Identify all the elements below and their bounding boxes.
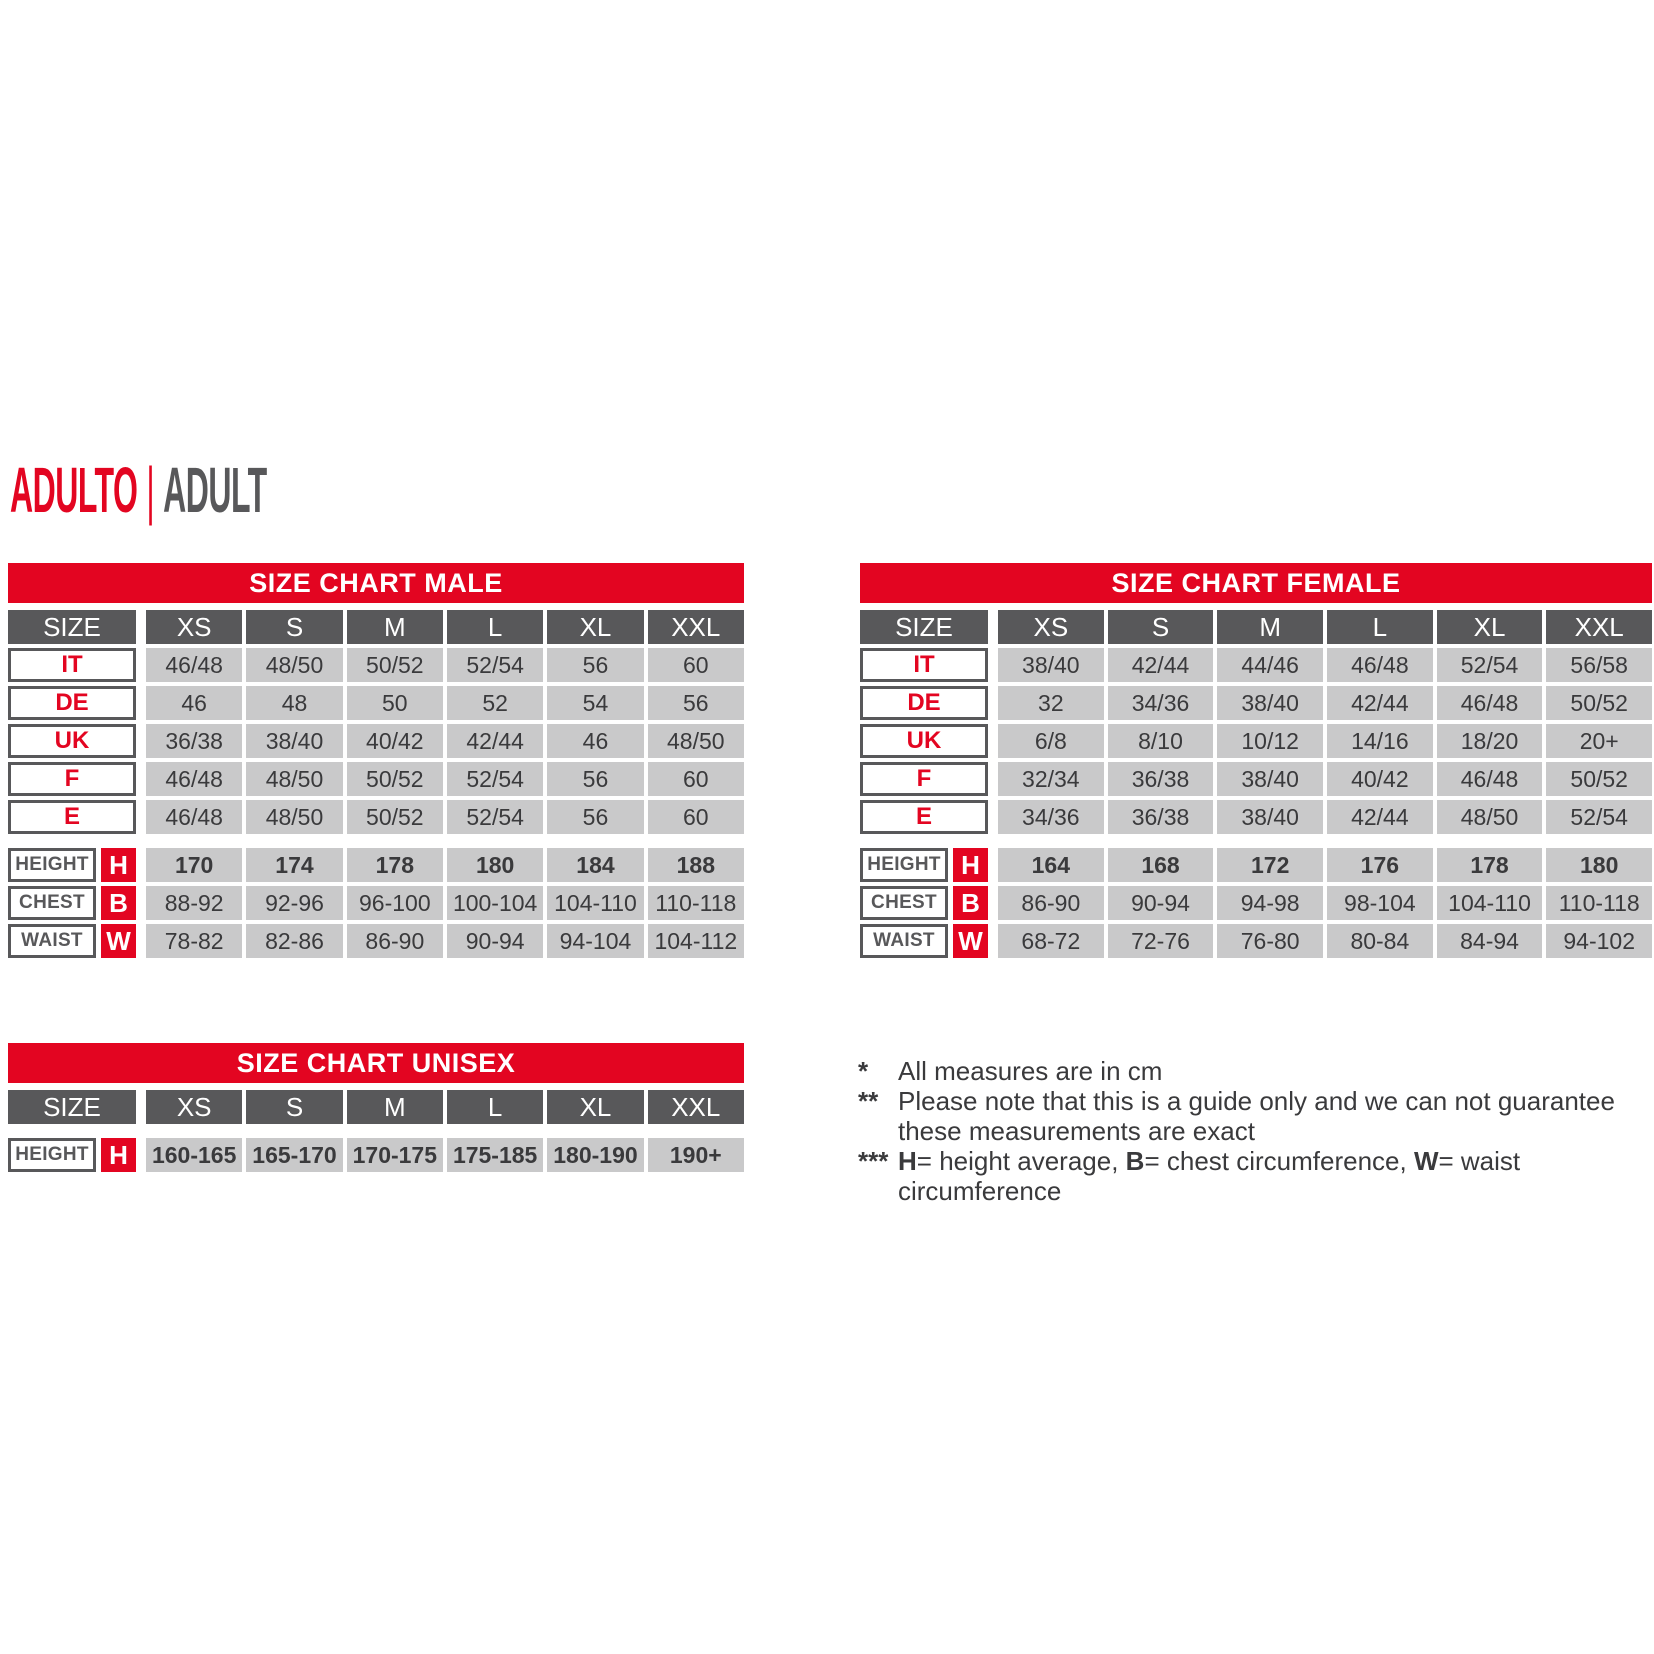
female-size-cell: 8/10: [1108, 724, 1214, 758]
female-measure-cell: 104-110: [1437, 886, 1543, 920]
male-size-cell: 52/54: [447, 762, 543, 796]
female-row-it: [860, 648, 1652, 682]
unisex-column-header-s: S: [246, 1090, 342, 1124]
female-column-header-xs: XS: [998, 610, 1104, 644]
unisex-height-label-group: [8, 1138, 136, 1172]
female-size-cell: 42/44: [1108, 648, 1214, 682]
female-column-header-xl: XL: [1437, 610, 1543, 644]
unisex-measure-cell: 175-185: [447, 1138, 543, 1172]
male-size-cell: 60: [648, 762, 744, 796]
male-region-label-de: DE: [8, 686, 136, 720]
male-measure-cell: 100-104: [447, 886, 543, 920]
female-header-row: [860, 610, 1652, 644]
female-measure-cell: 178: [1437, 848, 1543, 882]
footnote-text-3: H= height average, B= chest circumference, W= waist circumference: [898, 1146, 1521, 1206]
male-measure-cell: 78-82: [146, 924, 242, 958]
female-size-cell: 32/34: [998, 762, 1104, 796]
female-size-cell: 42/44: [1327, 800, 1433, 834]
male-table-title: SIZE CHART MALE: [249, 567, 503, 598]
male-row-waist: [8, 924, 744, 958]
female-size-cell: 42/44: [1327, 686, 1433, 720]
male-height-label: HEIGHT: [8, 848, 96, 882]
male-table-rows: [8, 610, 744, 958]
female-measure-cell: 94-102: [1546, 924, 1652, 958]
male-table-title-bar: [8, 563, 744, 603]
male-size-cell: 50/52: [347, 762, 443, 796]
footnote-marker-2: **: [858, 1086, 879, 1116]
male-row-uk: [8, 724, 744, 758]
unisex-table-title: SIZE CHART UNISEX: [236, 1047, 516, 1078]
male-size-cell: 38/40: [246, 724, 342, 758]
female-row-chest: [860, 886, 1652, 920]
male-measure-cell: 178: [347, 848, 443, 882]
size-chart-female-table: [860, 563, 1652, 962]
male-size-cell: 52/54: [447, 800, 543, 834]
female-row-f: [860, 762, 1652, 796]
male-column-header-s: S: [246, 610, 342, 644]
female-measure-cell: 164: [998, 848, 1104, 882]
male-size-cell: 50/52: [347, 800, 443, 834]
female-size-cell: 34/36: [998, 800, 1104, 834]
male-code-badge-h: H: [101, 848, 136, 882]
female-row-waist: [860, 924, 1652, 958]
female-size-cell: 40/42: [1327, 762, 1433, 796]
unisex-height-label: HEIGHT: [8, 1138, 96, 1172]
female-measure-cell: 90-94: [1108, 886, 1214, 920]
male-size-cell: 46/48: [146, 800, 242, 834]
footnote-bold-letter: W: [1413, 1146, 1439, 1176]
male-size-cell: 48/50: [246, 800, 342, 834]
unisex-measure-cell: 160-165: [146, 1138, 242, 1172]
female-height-label: HEIGHT: [860, 848, 948, 882]
male-header-row: [8, 610, 744, 644]
female-table-title: SIZE CHART FEMALE: [1111, 567, 1401, 598]
male-row-de: [8, 686, 744, 720]
female-measure-cell: 72-76: [1108, 924, 1214, 958]
male-region-label-uk: UK: [8, 724, 136, 758]
male-size-cell: 46: [547, 724, 643, 758]
male-column-header-l: L: [447, 610, 543, 644]
female-region-label-de: DE: [860, 686, 988, 720]
male-size-cell: 48/50: [246, 648, 342, 682]
female-size-cell: 14/16: [1327, 724, 1433, 758]
female-size-cell: 52/54: [1546, 800, 1652, 834]
male-size-cell: 46/48: [146, 762, 242, 796]
female-size-cell: 46/48: [1327, 648, 1433, 682]
male-row-it: [8, 648, 744, 682]
male-size-cell: 60: [648, 648, 744, 682]
female-size-cell: 50/52: [1546, 762, 1652, 796]
title-english: ADULT: [163, 454, 267, 526]
male-measure-cell: 94-104: [547, 924, 643, 958]
footnote-bold-letter: B: [1125, 1146, 1145, 1176]
male-row-height: [8, 848, 744, 882]
unisex-measure-cell: 170-175: [347, 1138, 443, 1172]
female-measure-cell: 84-94: [1437, 924, 1543, 958]
female-measure-cell: 86-90: [998, 886, 1104, 920]
page-title-text: [10, 454, 267, 526]
male-size-cell: 60: [648, 800, 744, 834]
male-measure-cell: 88-92: [146, 886, 242, 920]
unisex-header-row: [8, 1090, 744, 1124]
female-region-label-f: F: [860, 762, 988, 796]
female-size-cell: 32: [998, 686, 1104, 720]
male-size-cell: 36/38: [146, 724, 242, 758]
male-column-header-xl: XL: [547, 610, 643, 644]
male-code-badge-w: W: [101, 924, 136, 958]
male-size-cell: 42/44: [447, 724, 543, 758]
footnote-2: [858, 1086, 1654, 1146]
female-row-gap: [860, 838, 1652, 848]
male-row-gap: [8, 838, 744, 848]
male-row-e: [8, 800, 744, 834]
unisex-column-header-m: M: [347, 1090, 443, 1124]
male-size-header-cell: SIZE: [8, 610, 136, 644]
male-size-cell: 56: [547, 762, 643, 796]
female-measure-cell: 80-84: [1327, 924, 1433, 958]
female-column-header-l: L: [1327, 610, 1433, 644]
female-measure-cell: 172: [1217, 848, 1323, 882]
female-column-header-m: M: [1217, 610, 1323, 644]
unisex-measure-cell: 190+: [648, 1138, 744, 1172]
female-region-label-it: IT: [860, 648, 988, 682]
female-size-cell: 48/50: [1437, 800, 1543, 834]
female-row-height: [860, 848, 1652, 882]
female-size-cell: 56/58: [1546, 648, 1652, 682]
male-measure-cell: 104-112: [648, 924, 744, 958]
female-measure-cell: 110-118: [1546, 886, 1652, 920]
female-measure-cell: 94-98: [1217, 886, 1323, 920]
female-measure-cell: 98-104: [1327, 886, 1433, 920]
female-code-badge-h: H: [953, 848, 988, 882]
female-size-cell: 44/46: [1217, 648, 1323, 682]
male-measure-cell: 180: [447, 848, 543, 882]
female-chest-label: CHEST: [860, 886, 948, 920]
female-size-header-cell: SIZE: [860, 610, 988, 644]
page-title: [10, 454, 523, 526]
male-height-label-group: [8, 848, 136, 882]
footnote-3: [858, 1146, 1654, 1206]
female-measure-cell: 68-72: [998, 924, 1104, 958]
female-size-cell: 18/20: [1437, 724, 1543, 758]
unisex-row-height: [8, 1138, 744, 1172]
size-chart-unisex-table: [8, 1043, 744, 1176]
female-size-cell: 46/48: [1437, 686, 1543, 720]
unisex-measure-cell: 165-170: [246, 1138, 342, 1172]
unisex-measure-cell: 180-190: [547, 1138, 643, 1172]
male-measure-cell: 96-100: [347, 886, 443, 920]
female-table-title-bar: [860, 563, 1652, 603]
female-size-cell: 34/36: [1108, 686, 1214, 720]
male-size-cell: 54: [547, 686, 643, 720]
male-row-chest: [8, 886, 744, 920]
size-chart-male-table: [8, 563, 744, 962]
male-measure-cell: 188: [648, 848, 744, 882]
female-size-cell: 20+: [1546, 724, 1652, 758]
footnote-bold-letter: H: [898, 1146, 917, 1176]
female-row-uk: [860, 724, 1652, 758]
footnote-text-1: All measures are in cm: [898, 1056, 1163, 1086]
female-code-badge-b: B: [953, 886, 988, 920]
female-size-cell: 38/40: [1217, 686, 1323, 720]
female-measure-cell: 180: [1546, 848, 1652, 882]
male-size-cell: 56: [547, 800, 643, 834]
male-size-cell: 46: [146, 686, 242, 720]
male-region-label-it: IT: [8, 648, 136, 682]
male-measure-cell: 170: [146, 848, 242, 882]
female-size-cell: 46/48: [1437, 762, 1543, 796]
female-row-de: [860, 686, 1652, 720]
male-measure-cell: 184: [547, 848, 643, 882]
female-height-label-group: [860, 848, 988, 882]
female-table-rows: [860, 610, 1652, 958]
male-column-header-xxl: XXL: [648, 610, 744, 644]
female-size-cell: 38/40: [1217, 800, 1323, 834]
female-size-cell: 50/52: [1546, 686, 1652, 720]
female-column-header-s: S: [1108, 610, 1214, 644]
unisex-column-header-l: L: [447, 1090, 543, 1124]
male-measure-cell: 104-110: [547, 886, 643, 920]
female-measure-cell: 76-80: [1217, 924, 1323, 958]
female-size-cell: 10/12: [1217, 724, 1323, 758]
unisex-size-header-cell: SIZE: [8, 1090, 136, 1124]
unisex-column-header-xs: XS: [146, 1090, 242, 1124]
title-separator: |: [146, 454, 155, 526]
female-chest-label-group: [860, 886, 988, 920]
male-size-cell: 40/42: [347, 724, 443, 758]
female-measure-cell: 168: [1108, 848, 1214, 882]
male-measure-cell: 110-118: [648, 886, 744, 920]
footnote-text-2: Please note that this is a guide only and we can not guarantee these measurements are exact: [898, 1086, 1615, 1146]
male-size-cell: 56: [547, 648, 643, 682]
male-size-cell: 48/50: [246, 762, 342, 796]
unisex-column-header-xl: XL: [547, 1090, 643, 1124]
female-code-badge-w: W: [953, 924, 988, 958]
male-chest-label: CHEST: [8, 886, 96, 920]
male-size-cell: 46/48: [146, 648, 242, 682]
unisex-column-header-xxl: XXL: [648, 1090, 744, 1124]
male-size-cell: 48: [246, 686, 342, 720]
unisex-table-title-bar: [8, 1043, 744, 1083]
male-chest-label-group: [8, 886, 136, 920]
male-waist-label-group: [8, 924, 136, 958]
male-measure-cell: 90-94: [447, 924, 543, 958]
title-italian: ADULTO: [10, 454, 138, 526]
male-column-header-xs: XS: [146, 610, 242, 644]
footnotes: [858, 1056, 1654, 1206]
male-measure-cell: 86-90: [347, 924, 443, 958]
male-size-cell: 52: [447, 686, 543, 720]
female-size-cell: 36/38: [1108, 762, 1214, 796]
male-size-cell: 48/50: [648, 724, 744, 758]
male-code-badge-b: B: [101, 886, 136, 920]
male-size-cell: 52/54: [447, 648, 543, 682]
male-size-cell: 56: [648, 686, 744, 720]
male-region-label-f: F: [8, 762, 136, 796]
female-size-cell: 6/8: [998, 724, 1104, 758]
male-size-cell: 50: [347, 686, 443, 720]
female-measure-cell: 176: [1327, 848, 1433, 882]
female-size-cell: 38/40: [998, 648, 1104, 682]
female-column-header-xxl: XXL: [1546, 610, 1652, 644]
male-measure-cell: 82-86: [246, 924, 342, 958]
footnote-marker-3: ***: [858, 1146, 889, 1176]
male-row-f: [8, 762, 744, 796]
male-region-label-e: E: [8, 800, 136, 834]
male-column-header-m: M: [347, 610, 443, 644]
unisex-row-gap: [8, 1128, 744, 1138]
footnote-marker-1: *: [858, 1056, 869, 1086]
unisex-code-badge-h: H: [101, 1138, 136, 1172]
female-region-label-e: E: [860, 800, 988, 834]
female-size-cell: 36/38: [1108, 800, 1214, 834]
female-waist-label-group: [860, 924, 988, 958]
female-row-e: [860, 800, 1652, 834]
unisex-table-rows: [8, 1090, 744, 1172]
male-measure-cell: 92-96: [246, 886, 342, 920]
female-region-label-uk: UK: [860, 724, 988, 758]
female-waist-label: WAIST: [860, 924, 948, 958]
male-size-cell: 50/52: [347, 648, 443, 682]
male-waist-label: WAIST: [8, 924, 96, 958]
footnote-1: [858, 1056, 1654, 1086]
female-size-cell: 38/40: [1217, 762, 1323, 796]
male-measure-cell: 174: [246, 848, 342, 882]
female-size-cell: 52/54: [1437, 648, 1543, 682]
